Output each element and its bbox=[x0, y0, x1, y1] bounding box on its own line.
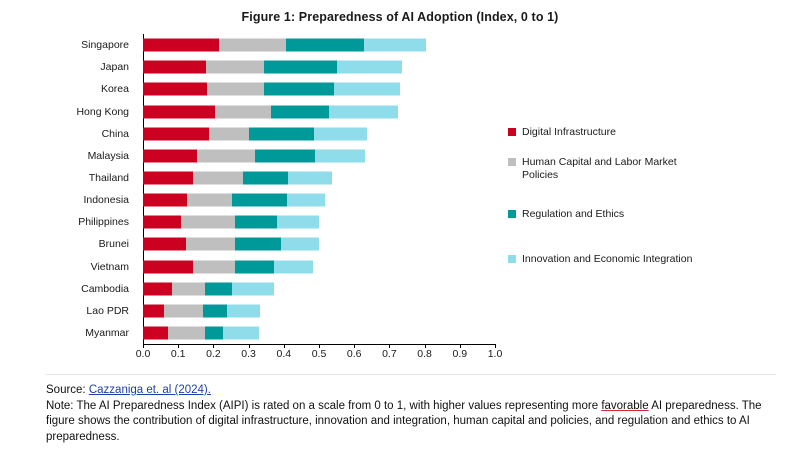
bar-segment bbox=[249, 127, 315, 140]
bar-segment bbox=[215, 105, 271, 118]
bar-segment bbox=[143, 238, 186, 251]
bar-row bbox=[143, 216, 495, 229]
category-label: Myanmar bbox=[85, 326, 129, 339]
bar-segment bbox=[255, 149, 315, 162]
bar-segment bbox=[164, 304, 203, 317]
bar-segment bbox=[271, 105, 329, 118]
bar-segment bbox=[315, 149, 365, 162]
bar-row bbox=[143, 194, 495, 207]
x-tick-label: 1.0 bbox=[487, 348, 503, 360]
bar-segment bbox=[187, 194, 232, 207]
bar-segment bbox=[288, 171, 332, 184]
x-tick-label: 0.2 bbox=[206, 348, 221, 360]
bar-segment bbox=[143, 39, 219, 52]
bar-segment bbox=[314, 127, 367, 140]
legend-item bbox=[508, 253, 692, 266]
legend-label: Innovation and Economic Integration bbox=[522, 253, 693, 265]
bar-row bbox=[143, 282, 495, 295]
bar-row bbox=[143, 171, 495, 184]
source-line bbox=[46, 383, 776, 399]
bar-segment bbox=[219, 39, 286, 52]
bar-segment bbox=[143, 61, 206, 74]
bar-segment bbox=[186, 238, 235, 251]
bar-segment bbox=[364, 39, 426, 52]
x-tick-label: 0.1 bbox=[170, 348, 186, 360]
bar-segment bbox=[287, 194, 326, 207]
note-text-part-2: AI preparedness. The figure shows the contribution of digital infrastructure, innovation and integration, human capital and policies, and regulation and ethics to AI preparedness. bbox=[46, 399, 762, 443]
x-tick-label: 0.3 bbox=[241, 348, 256, 360]
bar-row bbox=[143, 238, 495, 251]
bar-segment bbox=[232, 282, 274, 295]
legend-swatch bbox=[508, 128, 516, 136]
bar-segment bbox=[264, 83, 334, 96]
bar-segment bbox=[337, 61, 402, 74]
bar-segment bbox=[143, 83, 207, 96]
bar-segment bbox=[203, 304, 228, 317]
bar-row bbox=[143, 304, 495, 317]
legend-item bbox=[508, 156, 702, 182]
bar-segment bbox=[193, 260, 235, 273]
note-line bbox=[46, 399, 776, 446]
bar-segment bbox=[181, 216, 236, 229]
category-label: Vietnam bbox=[90, 260, 129, 273]
category-label: Cambodia bbox=[81, 282, 129, 295]
category-axis-labels bbox=[0, 34, 136, 344]
bar-row bbox=[143, 39, 495, 52]
x-tick-label: 0.7 bbox=[382, 348, 397, 360]
bar-segment bbox=[143, 216, 181, 229]
legend-item bbox=[508, 126, 616, 139]
figure-notes bbox=[46, 383, 776, 445]
bar-segment bbox=[197, 149, 255, 162]
x-tick-label: 0.9 bbox=[452, 348, 468, 360]
legend-swatch bbox=[508, 255, 516, 263]
bar-segment bbox=[143, 304, 164, 317]
bar-segment bbox=[143, 149, 197, 162]
bar-segment bbox=[168, 326, 205, 339]
bar-row bbox=[143, 83, 495, 96]
bar-segment bbox=[232, 194, 287, 207]
bar-segment bbox=[235, 238, 281, 251]
legend-label: Human Capital and Labor Market Policies bbox=[522, 156, 677, 181]
x-tick-label: 0.8 bbox=[417, 348, 432, 360]
note-label: Note: bbox=[46, 399, 74, 412]
bar-segment bbox=[286, 39, 364, 52]
bar-segment bbox=[223, 326, 259, 339]
bar-row bbox=[143, 260, 495, 273]
bar-row bbox=[143, 149, 495, 162]
bar-segment bbox=[143, 194, 187, 207]
bar-segment bbox=[264, 61, 336, 74]
legend-swatch bbox=[508, 158, 516, 166]
bar-segment bbox=[274, 260, 313, 273]
category-label: Thailand bbox=[88, 171, 129, 184]
bar-segment bbox=[205, 326, 223, 339]
legend-label: Regulation and Ethics bbox=[522, 208, 625, 220]
bar-segment bbox=[193, 171, 243, 184]
legend-label: Digital Infrastructure bbox=[522, 126, 616, 138]
note-underlined-word: favorable bbox=[601, 399, 649, 412]
category-label: Brunei bbox=[98, 238, 129, 251]
bar-row bbox=[143, 105, 495, 118]
bar-segment bbox=[235, 260, 274, 273]
category-label: Malaysia bbox=[87, 149, 129, 162]
bar-segment bbox=[227, 304, 259, 317]
x-tick-label: 0.5 bbox=[311, 348, 327, 360]
bar-segment bbox=[235, 216, 277, 229]
bar-segment bbox=[172, 282, 205, 295]
source-label: Source: bbox=[46, 384, 86, 396]
legend-swatch bbox=[508, 210, 516, 218]
category-label: Korea bbox=[100, 83, 129, 96]
bar-segment bbox=[143, 105, 215, 118]
bar-segment bbox=[207, 83, 264, 96]
category-label: China bbox=[101, 127, 129, 140]
bar-segment bbox=[209, 127, 248, 140]
note-text-part-1: The AI Preparedness Index (AIPI) is rated on a scale from 0 to 1, with higher values representing more bbox=[76, 399, 599, 412]
x-tick-label: 0.6 bbox=[346, 348, 362, 360]
category-label: Singapore bbox=[81, 39, 129, 52]
bar-row bbox=[143, 127, 495, 140]
legend-item bbox=[508, 208, 624, 221]
bar-segment bbox=[143, 260, 193, 273]
x-tick-label: 0.4 bbox=[276, 348, 292, 360]
footer-divider bbox=[46, 374, 776, 375]
x-tick-label: 0.0 bbox=[135, 348, 151, 360]
bar-segment bbox=[206, 61, 264, 74]
bar-segment bbox=[243, 171, 288, 184]
bar-segment bbox=[277, 216, 319, 229]
y-axis-line bbox=[143, 34, 144, 344]
category-label: Japan bbox=[100, 61, 129, 74]
category-label: Philippines bbox=[78, 216, 129, 229]
bar-segment bbox=[281, 238, 319, 251]
category-label: Indonesia bbox=[83, 194, 129, 207]
bar-segment bbox=[205, 282, 232, 295]
category-label: Hong Kong bbox=[76, 105, 129, 118]
bar-segment bbox=[334, 83, 399, 96]
page-title: Figure 1: Preparedness of AI Adoption (Index, 0 to 1) bbox=[241, 10, 559, 24]
category-label: Lao PDR bbox=[86, 304, 129, 317]
bar-segment bbox=[329, 105, 398, 118]
bar-segment bbox=[143, 171, 193, 184]
bar-row bbox=[143, 326, 495, 339]
bar-segment bbox=[143, 282, 172, 295]
bar-segment bbox=[143, 127, 209, 140]
plot-area bbox=[143, 34, 495, 344]
bar-row bbox=[143, 61, 495, 74]
source-link[interactable]: Cazzaniga et. al (2024). bbox=[88, 384, 211, 396]
x-axis-tick-labels bbox=[135, 348, 503, 364]
bar-segment bbox=[143, 326, 168, 339]
